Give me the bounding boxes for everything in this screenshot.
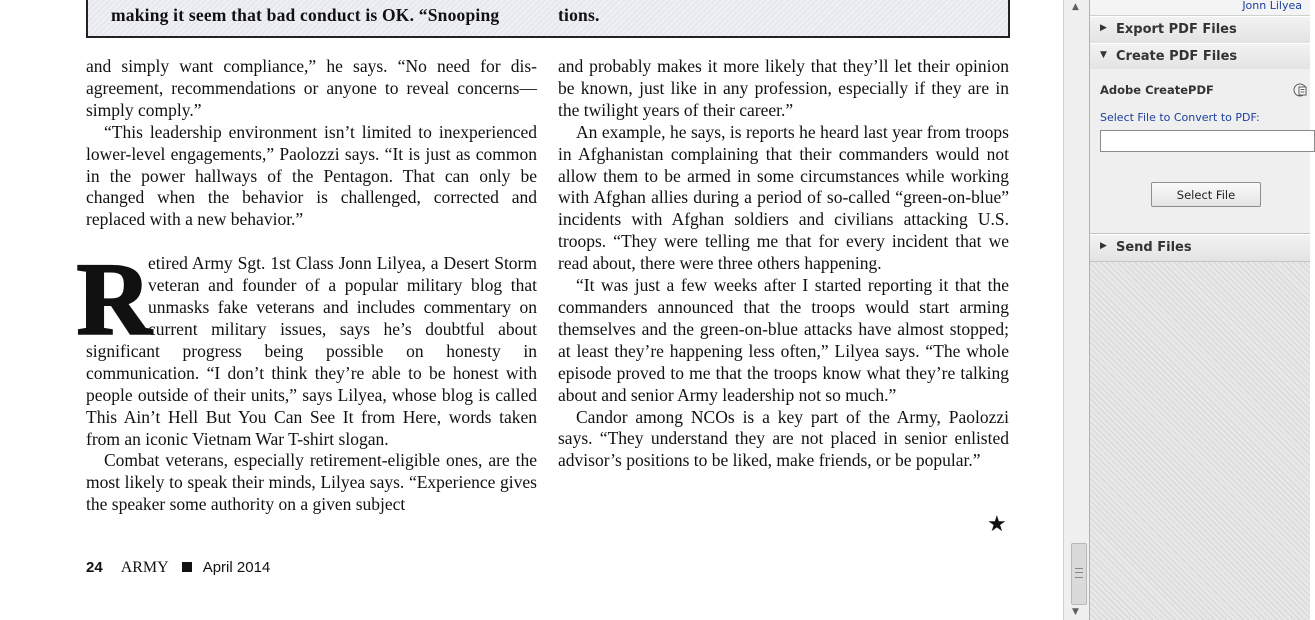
- section-label: Send Files: [1116, 240, 1192, 255]
- sidebar-text-box: [86, 0, 1010, 38]
- file-path-input[interactable]: [1100, 130, 1315, 152]
- issue-date: April 2014: [202, 559, 271, 576]
- sidebar-box-left-text: making it seem that bad conduct is OK. “Snooping: [111, 5, 500, 25]
- scroll-down-arrow-icon[interactable]: ▼: [1072, 607, 1079, 617]
- send-files-header[interactable]: [1090, 234, 1310, 262]
- create-pdf-files-header[interactable]: [1090, 43, 1310, 71]
- create-pdf-panel: [1090, 69, 1310, 234]
- service-label: Adobe CreatePDF: [1100, 83, 1214, 97]
- paragraph: Combat veterans, especially retirement-eligible ones, are the most likely to speak their minds, Lilyea says. “Experience gives the speaker some authority on a given subject: [86, 450, 537, 515]
- page-number: 24: [86, 559, 103, 576]
- dropcap-paragraph-text: etired Army Sgt. 1st Class Jonn Lilyea, a Desert Storm veteran and founder of a popular military blog that unmasks fake veterans and includes commentary on current military issues, says he’s doubtful about significant progress being possible on honesty in communication. “I don’t think they’re able to be honest with people outside of their units,” says Lilyea, whose blog is called This Ain’t Hell But You Can See It from Here, words taken from an iconic Vietnam War T-shirt slogan.: [86, 253, 537, 449]
- tools-pane: [1089, 0, 1310, 620]
- paragraph: “This leadership environment isn’t limited to inexperienced lower-level engagements,” Paolozzi says. “It is just as common in the power hallways of the Pentagon. That can only be changed when the behavior is challenged, corrected and replaced with a new behavior.”: [86, 121, 537, 230]
- select-file-prompt: Select File to Convert to PDF:: [1100, 111, 1260, 124]
- paragraph: and probably makes it more likely that they’ll let their opinion be known, just like in any profession, especially if they are in the twilight years of their career.”: [558, 56, 1009, 120]
- end-mark-star-icon: ★: [987, 512, 1007, 537]
- sidebar-box-right-text: tions.: [558, 5, 600, 25]
- vertical-scrollbar[interactable]: [1063, 0, 1090, 620]
- paragraph: Candor among NCOs is a key part of the Army, Paolozzi says. “They understand they are not placed in senior enlisted advisor’s positions to be liked, make friends, or be popular.”: [558, 406, 1009, 471]
- section-label: Export PDF Files: [1116, 22, 1237, 37]
- grip-icon: [1075, 568, 1083, 578]
- magazine-name: ARMY: [120, 559, 169, 576]
- select-file-button[interactable]: Select File: [1151, 182, 1261, 207]
- scrollbar-thumb[interactable]: [1071, 543, 1087, 605]
- article-column-left: [76, 56, 537, 516]
- user-name-link[interactable]: Jonn Lilyea: [1242, 0, 1302, 12]
- paragraph-with-dropcap: [76, 242, 537, 450]
- section-label: Create PDF Files: [1116, 49, 1238, 64]
- paragraph: and simply want compliance,” he says. “No need for disagreement, recommendations or anyone to reveal concerns—simply comply.”: [86, 56, 537, 120]
- page-folio: [86, 559, 270, 577]
- export-pdf-files-header[interactable]: [1090, 16, 1310, 44]
- paragraph: “It was just a few weeks after I started reporting it that the commanders announced that the troops would start arming themselves and the green-on-blue attacks have almost stopped; at least they’re happening less often,” Lilyea says. “The whole episode proved to me that the troops know what they’re talking about and senior Army leadership not so much.”: [558, 275, 1009, 405]
- scroll-up-arrow-icon[interactable]: ▲: [1072, 2, 1079, 12]
- dropcap-letter: [76, 242, 152, 358]
- user-strip: [1090, 0, 1310, 16]
- paragraph: An example, he says, is reports he heard last year from troops in Afghanistan complaining that their commanders would not allow them to be armed in some circumstances while working with Afghan allies during a period of so-called “green-on-blue” incidents with Afghan soldiers and civilians attacking U.S. troops. “They were telling me that for every incident that we read about, there were three others happening.: [558, 121, 1009, 274]
- help-icon[interactable]: [1293, 83, 1307, 97]
- square-bullet-icon: [182, 562, 192, 572]
- expand-arrow-icon: ▶: [1100, 23, 1107, 33]
- expand-arrow-icon: ▶: [1100, 241, 1107, 251]
- svg-text:R: R: [76, 242, 152, 358]
- article-column-right: [558, 56, 1009, 472]
- collapse-arrow-icon: ▼: [1100, 50, 1107, 60]
